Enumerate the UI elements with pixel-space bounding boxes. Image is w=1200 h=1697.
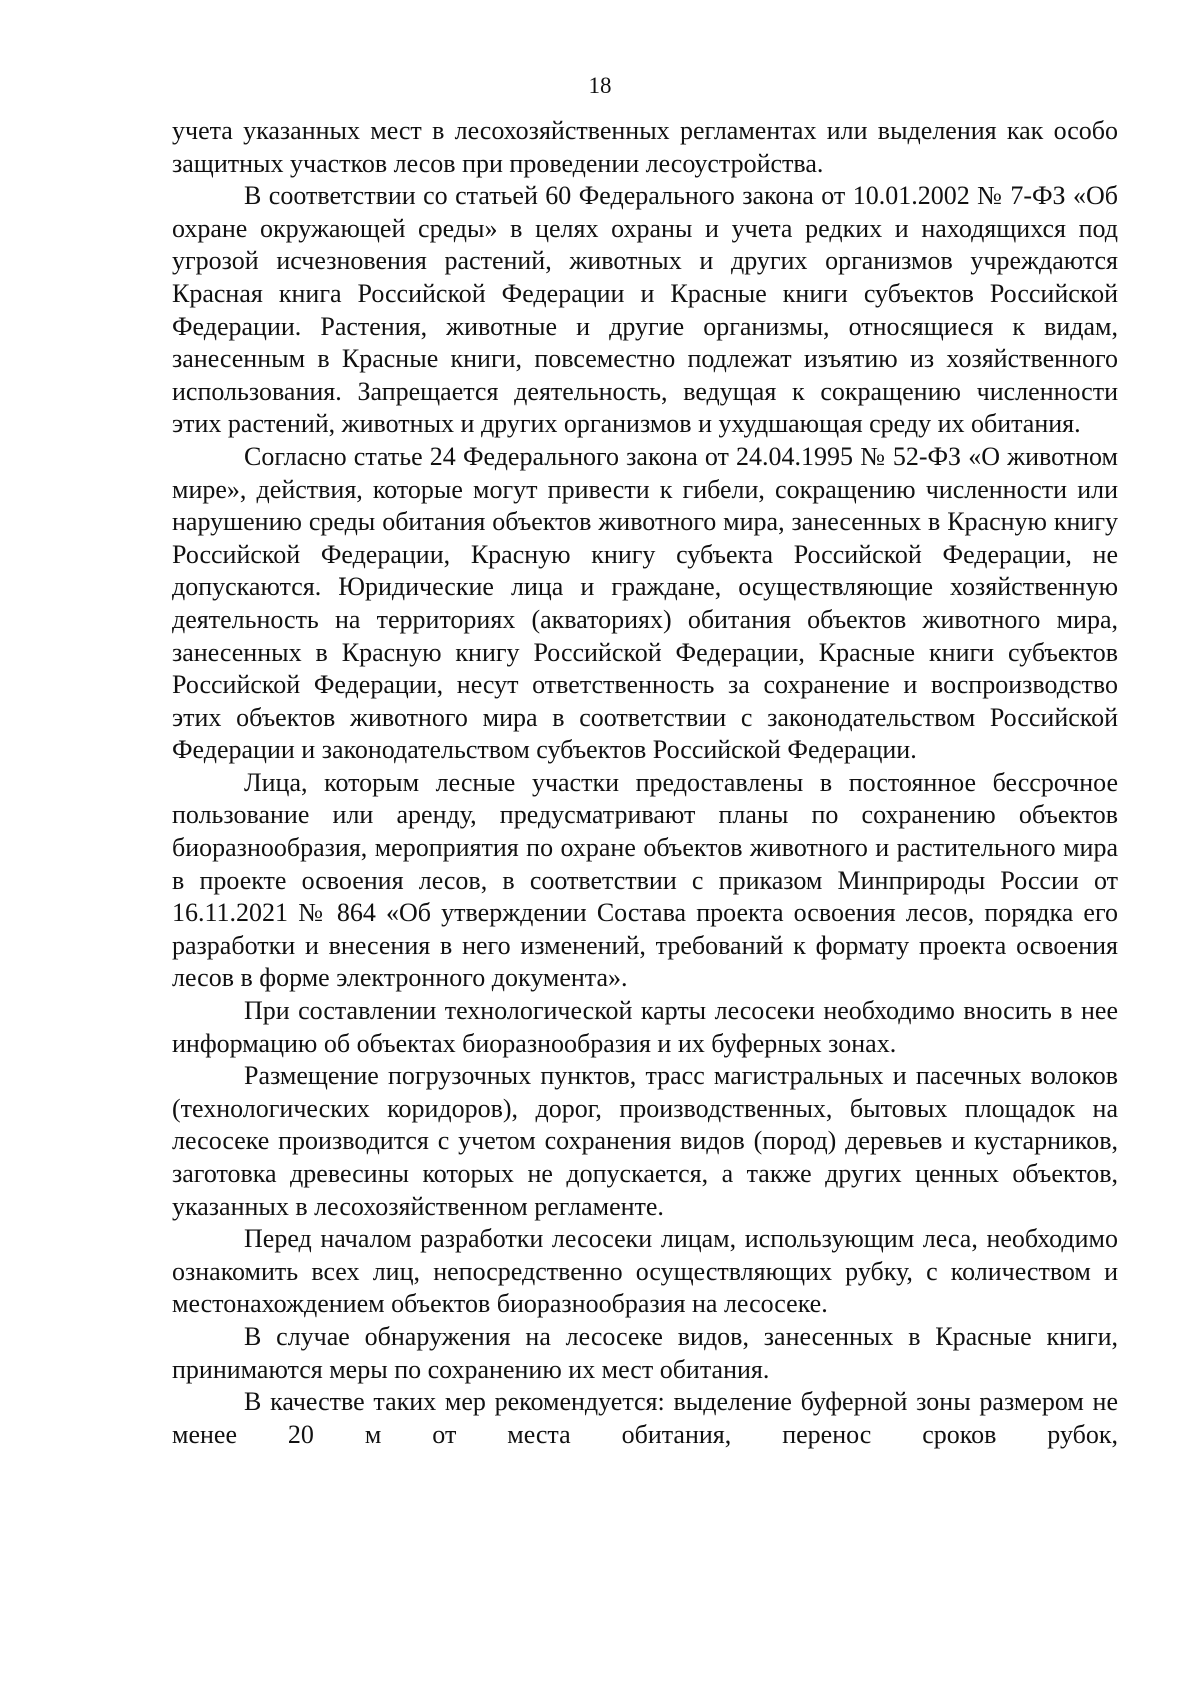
document-body [172, 115, 1118, 1451]
paragraph-article-24: Согласно статье 24 Федерального закона от 24.04.1995 № 52-ФЗ «О животном мире», действия, которые могут привести к гибели, сокращению численности или нарушению среды обитания объектов животного мира, занесенных в Красную книгу Российской Федерации, Красную книгу субъекта Российской Федерации, не допускаются. Юридические лица и граждане, осуществляющие хозяйственную деятельность на территориях (акваториях) обитания объектов животного мира, занесенных в Красную книгу Российской Федерации, Красные книги субъектов Российской Федерации, несут ответственность за сохранение и воспроизводство этих объектов животного мира в соответствии с законодательством Российской Федерации и законодательством субъектов Российской Федерации. [172, 441, 1118, 765]
paragraph-article-60: В соответствии со статьей 60 Федерального закона от 10.01.2002 № 7-ФЗ «Об охране окружающей среды» в целях охраны и учета редких и находящихся под угрозой исчезновения растений, животных и других организмов учреждаются Красная книга Российской Федерации и Красные книги субъектов Российской Федерации. Растения, животные и другие организмы, относящиеся к видам, занесенным в Красные книги, повсеместно подлежат изъятию из хозяйственного использования. Запрещается деятельность, ведущая к сокращению численности этих растений, животных и других организмов и ухудшающая среду их обитания. [172, 181, 1118, 439]
paragraph-red-book-species: В случае обнаружения на лесосеке видов, занесенных в Красные книги, принимаются меры по сохранению их мест обитания. [172, 1321, 1118, 1384]
paragraph-placement: Размещение погрузочных пунктов, трасс магистральных и пасечных волоков (технологических коридоров), дорог, производственных, бытовых площадок на лесосеке производится с учетом сохранения видов (пород) деревьев и кустарников, заготовка древесины которых не допускается, а также других ценных объектов, указанных в лесохозяйственном регламенте. [172, 1061, 1118, 1221]
paragraph-continuation: учета указанных мест в лесохозяйственных регламентах или выделения как особо защитных участков лесов при проведении лесоустройства. [172, 116, 1118, 178]
paragraph-forest-users: Лица, которым лесные участки предоставлены в постоянное бессрочное пользование или аренду, предусматривают планы по сохранению объектов биоразнообразия, мероприятия по охране объектов животного и растительного мира в проекте освоения лесов, в соответствии с приказом Минприроды России от 16.11.2021 № 864 «Об утверждении Состава проекта освоения лесов, порядка его разработки и внесения в него изменений, требований к формату проекта освоения лесов в форме электронного документа». [172, 767, 1118, 993]
paragraph-technological-map: При составлении технологической карты лесосеки необходимо вносить в нее информацию об объектах биоразнообразия и их буферных зонах. [172, 996, 1118, 1058]
page-number: 18 [588, 73, 612, 98]
paragraph-before-start: Перед началом разработки лесосеки лицам, использующим леса, необходимо ознакомить всех лиц, непосредственно осуществляющих рубку, с количеством и местонахождением объектов биоразнообразия на лесосеке. [172, 1224, 1118, 1319]
paragraph-measures: В качестве таких мер рекомендуется: выделение буферной зоны размером не менее 20 м от места обитания, перенос сроков рубок, [172, 1387, 1118, 1449]
